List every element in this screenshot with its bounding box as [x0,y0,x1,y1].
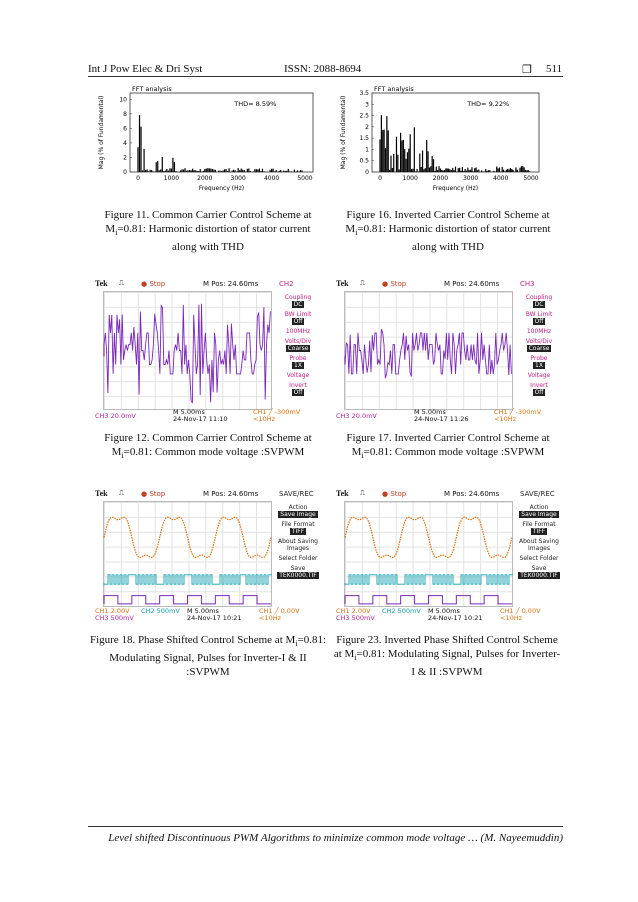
page-number: 511 [546,63,563,75]
fft-svg [337,85,549,192]
inverter-i-pulses-trace [345,575,513,584]
figure-12-caption: Figure 12. Common Carrier Control Scheme at $M_i=0.81$: Common mode voltage :SVPWM [104,432,312,461]
m-pos: M Pos: 24.60ms [203,280,259,288]
menu-channel: CH2 [279,280,294,288]
x-tick-label: 3000 [462,175,479,182]
trigger-level: CH1 ╱ -300mV [494,408,542,416]
time-scale: M 5.00ms [187,607,219,615]
date-time: 24-Nov-17 10:21 [187,614,242,622]
ch1-scale: CH1 2.00V [336,607,371,615]
trigger-state-icon: ⎍ [360,279,365,287]
menu-item[interactable]: About Saving Images [278,538,318,552]
y-tick-label: 8 [123,110,127,118]
x-tick-label: 3000 [230,175,246,182]
thd-label: THD= 8.59% [234,100,277,108]
scope-graticule [103,291,272,410]
trigger-level: CH1 ╱ 0.00V [259,607,300,615]
tek-logo: Tek [95,489,108,498]
menu-item[interactable]: 100MHz [285,328,311,335]
ch1-scale: CH1 2.00V [95,607,130,615]
menu-item[interactable]: Volts/Div Coarse [284,338,312,352]
y-axis-label: Mag (% of Fundamental) [98,95,105,170]
time-scale: M 5.00ms [173,408,205,416]
ch-scale: CH3 20.0mV [95,412,136,420]
panel-title: FFT analysis [374,85,414,93]
scope-graticule [103,501,272,607]
menu-item[interactable]: BW Limit Off [284,311,312,325]
y-tick-label: 4 [123,139,127,147]
plot-frame [130,93,313,172]
ch2-scale: CH2 500mV [141,607,180,615]
header-rule [88,76,563,77]
ch2-scale: CH2 500mV [382,607,421,615]
y-tick-label: 2.5 [359,112,369,120]
trigger-state-icon: ⎍ [360,489,365,497]
date-time: 24-Nov-17 10:21 [428,614,483,622]
y-tick-label: 2 [365,123,369,131]
freq: <10Hz [253,415,276,423]
menu-item[interactable]: BW Limit Off [525,311,553,325]
run-state: ● Stop [382,280,407,288]
x-tick-label: 0 [378,175,382,182]
menu-item[interactable]: Action Save Image [521,504,557,518]
tek-logo: Tek [336,279,349,288]
x-tick-label: 4000 [493,175,509,182]
figure-23-scope [334,487,562,622]
inverter-i-pulses-trace [104,575,272,584]
waveform-svg [104,502,271,606]
freq: <10Hz [259,614,282,622]
menu-item[interactable]: Voltage [286,372,310,379]
cm-voltage-trace [104,304,270,403]
run-state: ● Stop [382,490,407,498]
menu-item[interactable]: Invert Off [530,382,548,396]
y-tick-label: 0.5 [359,157,369,165]
inverter-ii-pulses-trace [345,596,512,604]
menu-item[interactable]: Volts/Div Coarse [525,338,553,352]
scope-side-menu [517,277,561,410]
trigger-level: CH1 ╱ 0.00V [500,607,541,615]
menu-item[interactable]: Coupling DC [284,294,312,308]
menu-item[interactable]: File Format TIFF [522,521,556,535]
menu-item[interactable]: Select Folder [278,555,318,562]
figure-11-caption: Figure 11. Common Carrier Control Scheme at $M_i=0.81$: Harmonic distortion of stator current along with THD [104,209,312,254]
x-axis-label: Frequency (Hz) [198,185,245,192]
y-tick-label: 6 [123,125,127,133]
time-scale: M 5.00ms [428,607,460,615]
fft-svg [95,85,323,192]
scope-graticule [344,291,513,410]
trigger-state-icon: ⎍ [119,279,124,287]
waveform-svg [345,502,512,606]
scope-readout [93,608,321,622]
x-tick-label: 2000 [197,175,213,182]
x-axis-label: Frequency (Hz) [432,185,479,192]
ch-scale: CH3 20.0mV [336,412,377,420]
thd-label: THD= 9.22% [467,100,510,108]
freq: <10Hz [494,415,517,423]
date-time: 24-Nov-17 11:10 [173,415,228,423]
figure-18-caption: Figure 18. Phase Shifted Control Scheme at $M_i=0.81$: Modulating Signal, Pulses for Inverter-I & II :SVPWM [89,634,327,679]
scope-readout [93,410,321,424]
x-tick-label: 1000 [163,175,180,182]
menu-item[interactable]: Probe 1X [289,355,307,369]
waveform-svg [104,292,271,409]
m-pos: M Pos: 24.60ms [444,280,500,288]
scope-side-menu [517,487,561,620]
menu-item[interactable]: Probe 1X [530,355,548,369]
y-tick-label: 1.5 [359,135,369,143]
figure-23-caption: Figure 23. Inverted Phase Shifted Control Scheme at $M_i=0.81$: Modulating Signal, Pulses for Inverter-I & II :SVPWM [333,634,561,679]
modulating-signal-trace [104,517,271,557]
freq: <10Hz [500,614,523,622]
y-tick-label: 10 [119,96,127,104]
time-scale: M 5.00ms [414,408,446,416]
menu-item[interactable]: Voltage [527,372,551,379]
menu-item[interactable]: 100MHz [526,328,552,335]
y-axis-label: Mag (% of Fundamental) [340,95,347,170]
waveform-svg [345,292,512,409]
figure-18-scope [93,487,321,622]
menu-item[interactable]: File Format TIFF [281,521,315,535]
run-state: ● Stop [141,490,166,498]
scope-readout [334,410,562,424]
scope-graticule [344,501,513,607]
scope-side-menu [276,487,320,620]
menu-item[interactable]: Invert Off [289,382,307,396]
x-tick-label: 1000 [402,175,418,182]
cm-voltage-trace [345,329,511,378]
figure-12-scope [93,277,321,423]
y-tick-label: 1 [365,146,369,154]
x-tick-label: 2000 [432,175,449,182]
menu-item[interactable]: Select Folder [519,555,559,562]
y-tick-label: 3.5 [359,90,369,97]
y-tick-label: 0 [365,169,369,176]
figure-17-scope [334,277,562,423]
inverter-ii-pulses-trace [104,596,271,604]
tek-logo: Tek [95,279,108,288]
page-marker: ❒ [522,64,532,76]
x-tick-label: 5000 [523,175,539,182]
menu-item[interactable]: Save TEK0000.TIF [520,565,558,579]
figure-11-fft-plot [95,85,323,192]
y-tick-label: 0 [123,169,127,176]
m-pos: M Pos: 24.60ms [203,490,259,498]
tek-logo: Tek [336,489,349,498]
panel-title: FFT analysis [132,85,172,93]
menu-channel: SAVE/REC [279,490,314,498]
footer-text: Level shifted Discontinuous PWM Algorithms to minimize common mode voltage … (M. Nayeemuddin) [108,832,563,844]
y-tick-label: 3 [365,101,369,109]
modulating-signal-trace [345,517,512,557]
menu-item[interactable]: Coupling DC [525,294,553,308]
figure-16-fft-plot [337,85,549,192]
scope-side-menu [276,277,320,410]
footer-rule [88,826,563,827]
trigger-state-icon: ⎍ [119,489,124,497]
x-tick-label: 5000 [297,175,313,182]
scope-readout [334,608,562,622]
figure-17-caption: Figure 17. Inverted Carrier Control Scheme at $M_i=0.81$: Common mode voltage :SVPWM [346,432,550,461]
figure-16-caption: Figure 16. Inverted Carrier Control Scheme at $M_i=0.81$: Harmonic distortion of stator current along with THD [345,209,551,254]
menu-channel: CH3 [520,280,535,288]
run-state: ● Stop [141,280,166,288]
x-tick-label: 4000 [263,175,280,182]
menu-item[interactable]: About Saving Images [519,538,559,552]
m-pos: M Pos: 24.60ms [444,490,500,498]
menu-item[interactable]: Save TEK0000.TIF [279,565,317,579]
journal-name: Int J Pow Elec & Dri Syst [88,63,203,75]
issn: ISSN: 2088-8694 [284,63,362,75]
ch3-scale: CH3 500mV [336,614,375,622]
menu-item[interactable]: Action Save Image [280,504,316,518]
menu-channel: SAVE/REC [520,490,555,498]
date-time: 24-Nov-17 11:26 [414,415,469,423]
x-tick-label: 0 [136,175,140,182]
y-tick-label: 2 [123,154,127,162]
trigger-level: CH1 ╱ -300mV [253,408,301,416]
ch3-scale: CH3 500mV [95,614,134,622]
